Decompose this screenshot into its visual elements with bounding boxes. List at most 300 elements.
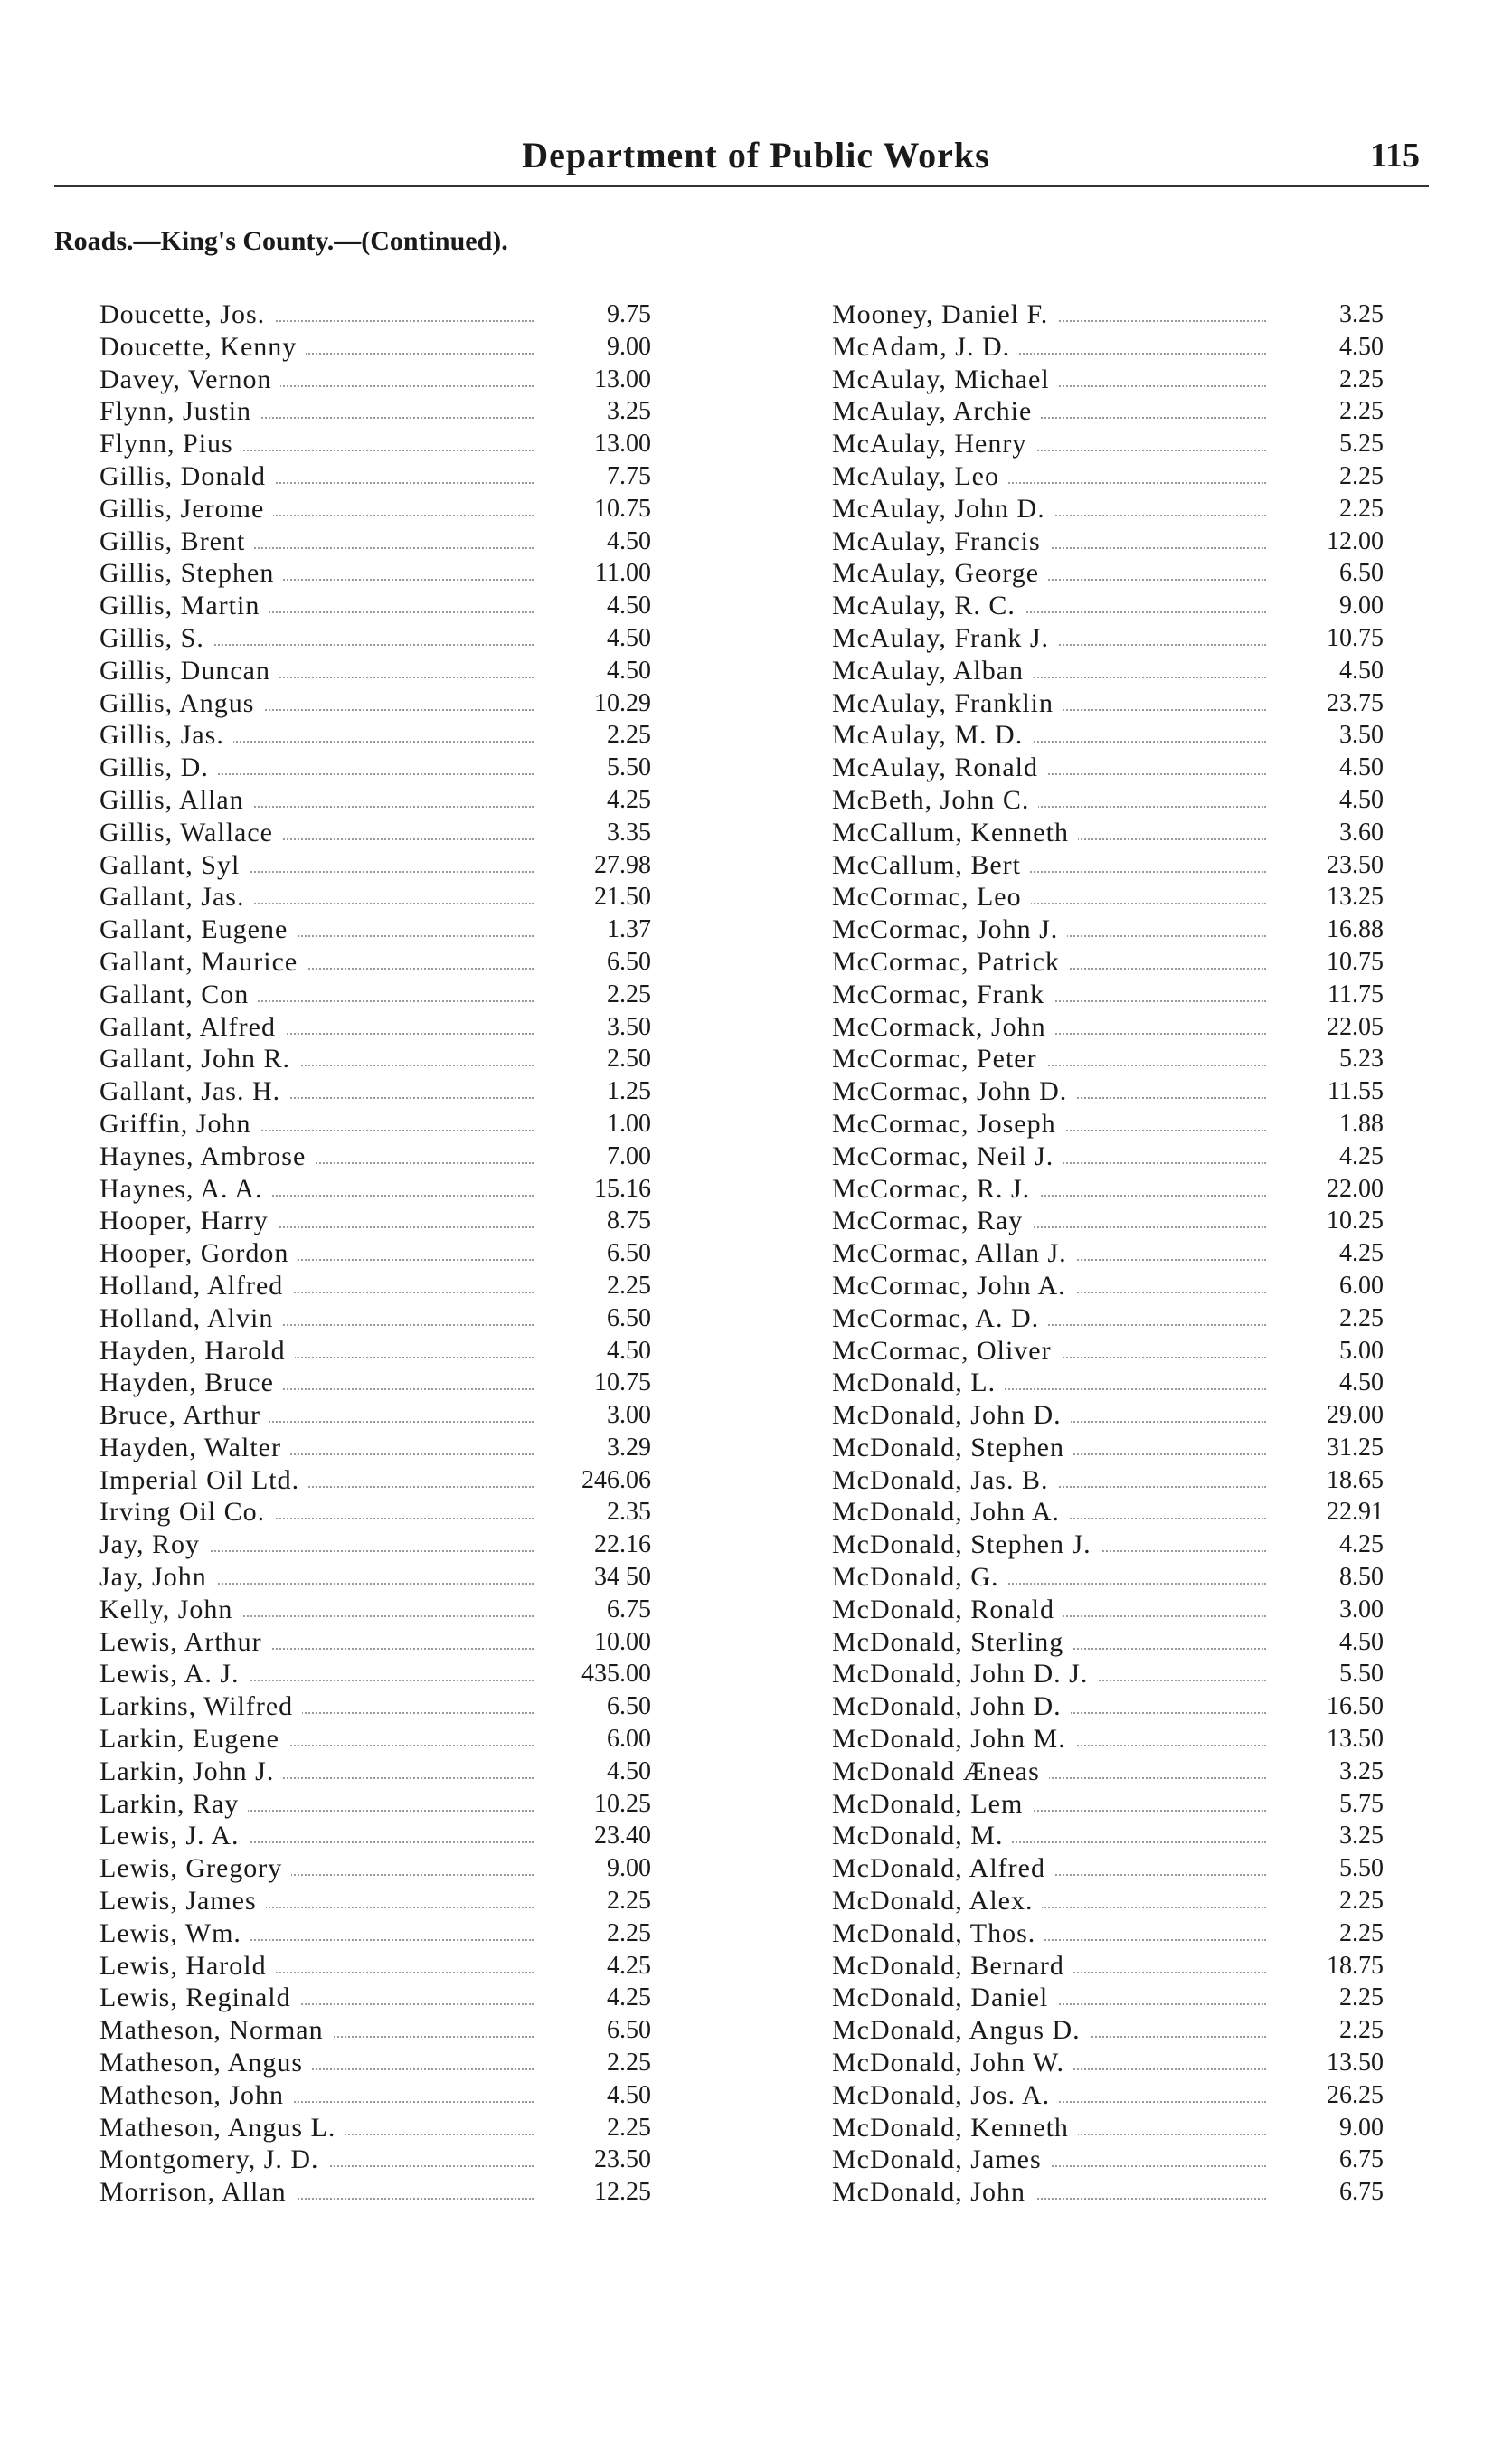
ledger-row — [832, 1141, 1384, 1173]
ledger-row — [832, 849, 1384, 882]
payee-name-text: Mooney, Daniel F. — [832, 299, 1057, 329]
payee-name — [832, 1432, 1073, 1464]
payment-amount: 16.50 — [1327, 1692, 1384, 1721]
section-heading: Roads.—King's County.—(Continued). — [54, 226, 508, 256]
ledger-row — [832, 1885, 1384, 1917]
payee-name-text: McDonald, Angus D. — [832, 2015, 1090, 2045]
ledger-row — [99, 1723, 651, 1756]
payee-name — [99, 946, 307, 979]
ledger-row — [99, 849, 651, 882]
payee-name-text: Lewis, J. A. — [99, 1821, 249, 1850]
payee-name — [99, 1885, 266, 1917]
payment-amount: 11.00 — [595, 559, 651, 588]
payment-amount: 5.50 — [607, 753, 651, 782]
payee-name — [99, 298, 274, 331]
payee-name — [99, 1432, 290, 1464]
ledger-row — [832, 2112, 1384, 2144]
ledger-row — [99, 1237, 651, 1270]
payee-name-text: McDonald, John — [832, 2177, 1035, 2207]
payment-amount: 3.00 — [607, 1401, 651, 1430]
payee-name — [832, 1108, 1065, 1141]
payee-name — [832, 655, 1033, 687]
ledger-row — [99, 1141, 651, 1173]
payee-name-text: Gillis, D. — [99, 752, 218, 782]
payee-name — [99, 752, 218, 784]
payee-name-text: Irving Oil Co. — [99, 1497, 274, 1527]
payee-name-text: McDonald Æneas — [832, 1756, 1049, 1786]
payee-name-text: Hooper, Gordon — [99, 1238, 298, 1268]
ledger-row — [99, 460, 651, 493]
payment-amount: 2.25 — [607, 1271, 651, 1300]
ledger-row — [832, 946, 1384, 979]
ledger-row — [832, 881, 1384, 913]
payee-name-text: Larkin, John J. — [99, 1756, 283, 1786]
payee-name-text: McAulay, Ronald — [832, 752, 1047, 782]
payee-name — [832, 1270, 1075, 1302]
payee-name-text: McDonald, John D. — [832, 1691, 1071, 1721]
ledger-row — [99, 590, 651, 622]
ledger-row — [832, 1302, 1384, 1335]
payee-name — [99, 1723, 288, 1756]
payee-name — [99, 913, 297, 946]
payee-name — [832, 1950, 1073, 1983]
payment-amount: 2.25 — [1339, 1303, 1384, 1332]
payee-name-text: Gillis, Allan — [99, 785, 253, 815]
ledger-row — [832, 1496, 1384, 1529]
payee-name-text: Gallant, John R. — [99, 1044, 299, 1074]
payee-name — [99, 1820, 249, 1852]
payment-amount: 3.25 — [1339, 1756, 1384, 1785]
payee-name — [99, 1108, 260, 1141]
payee-name-text: McCormac, Joseph — [832, 1109, 1065, 1139]
payee-name — [832, 1464, 1057, 1497]
payee-name — [99, 1043, 299, 1075]
payee-name — [832, 2047, 1073, 2079]
ledger-row — [99, 2014, 651, 2047]
payee-name-text: Matheson, John — [99, 2080, 293, 2110]
payee-name-text: Haynes, A. A. — [99, 1174, 272, 1204]
payee-name-text: Gillis, Wallace — [99, 818, 282, 847]
ledger-row — [832, 2144, 1384, 2176]
payee-name — [99, 2014, 333, 2047]
payee-name — [99, 622, 213, 655]
payee-name — [99, 881, 253, 913]
payee-name-text: Gallant, Eugene — [99, 914, 297, 944]
ledger-row — [99, 687, 651, 720]
payee-name — [99, 1529, 209, 1561]
payee-name-text: Lewis, Reginald — [99, 1983, 300, 2012]
ledger-row — [832, 1011, 1384, 1044]
payment-amount: 2.25 — [1339, 1983, 1384, 2012]
payee-name-text: Doucette, Kenny — [99, 332, 306, 362]
payee-name — [99, 817, 282, 849]
ledger-row — [832, 719, 1384, 752]
ledger-row — [99, 1270, 651, 1302]
payee-name-text: Gillis, Martin — [99, 591, 269, 620]
payee-name — [832, 1820, 1012, 1852]
payee-name-text: McDonald, Kenneth — [832, 2113, 1078, 2143]
ledger-row — [99, 2176, 651, 2209]
payee-name — [832, 1529, 1101, 1561]
payee-name — [99, 460, 275, 493]
payment-amount: 3.35 — [607, 818, 651, 847]
payee-name-text: Doucette, Jos. — [99, 299, 274, 329]
payee-name — [832, 1788, 1032, 1821]
payee-name-text: McAulay, George — [832, 558, 1048, 588]
payment-amount: 23.75 — [1327, 688, 1384, 717]
payee-name — [832, 687, 1063, 720]
payee-name — [99, 719, 233, 752]
payee-name — [832, 719, 1032, 752]
payee-name-text: Hayden, Walter — [99, 1433, 290, 1462]
payee-name — [832, 1852, 1054, 1885]
payee-name-text: McAulay, Francis — [832, 526, 1050, 556]
payee-name — [832, 817, 1078, 849]
ledger-row — [99, 557, 651, 590]
payee-name — [99, 428, 242, 460]
payee-name — [99, 364, 280, 396]
payee-name-text: Lewis, Wm. — [99, 1918, 250, 1948]
ledger-row — [99, 298, 651, 331]
payee-name-text: Hayden, Bruce — [99, 1368, 283, 1397]
ledger-row — [832, 364, 1384, 396]
payee-name-text: Hooper, Harry — [99, 1206, 278, 1235]
ledger-row — [832, 655, 1384, 687]
ledger-row — [832, 622, 1384, 655]
payee-name-text: McDonald, John D. J. — [832, 1659, 1097, 1689]
payee-name — [832, 1496, 1069, 1529]
payee-name — [99, 1141, 315, 1173]
payment-amount: 3.50 — [607, 1012, 651, 1041]
payee-name-text: McAulay, Henry — [832, 429, 1035, 459]
ledger-row — [99, 2144, 651, 2176]
payee-name-text: McDonald, Alfred — [832, 1853, 1054, 1883]
payee-name — [832, 557, 1048, 590]
payment-amount: 1.37 — [607, 915, 651, 944]
ledger-row — [99, 1011, 651, 1044]
payee-name — [99, 2144, 328, 2176]
payment-amount: 6.50 — [607, 947, 651, 976]
payee-name-text: Flynn, Justin — [99, 396, 260, 426]
payee-name-text: Jay, John — [99, 1562, 216, 1592]
payee-name — [832, 590, 1025, 622]
payment-amount: 246.06 — [581, 1465, 651, 1494]
payment-amount: 4.50 — [1339, 785, 1384, 814]
payee-name — [832, 2079, 1059, 2112]
ledger-row — [99, 752, 651, 784]
payee-name — [832, 1335, 1061, 1368]
ledger-row — [99, 493, 651, 525]
payment-amount: 13.00 — [594, 430, 651, 459]
ledger-row — [832, 2079, 1384, 2112]
payee-name-text: McAulay, Frank J. — [832, 623, 1058, 653]
payment-amount: 5.50 — [1339, 1854, 1384, 1883]
payment-amount: 10.75 — [594, 1368, 651, 1397]
payee-name — [832, 1982, 1057, 2014]
payee-name — [99, 2047, 312, 2079]
ledger-row — [832, 1950, 1384, 1983]
payee-name-text: McCormac, Leo — [832, 882, 1031, 912]
payee-name-text: Lewis, Arthur — [99, 1627, 271, 1657]
ledger-row — [99, 1658, 651, 1690]
ledger-row — [99, 817, 651, 849]
ledger-row — [99, 1885, 651, 1917]
payee-name — [99, 1367, 283, 1399]
payee-name-text: McDonald, Jas. B. — [832, 1465, 1057, 1495]
payee-name-text: McDonald, Stephen J. — [832, 1529, 1101, 1559]
ledger-row — [99, 1335, 651, 1368]
payee-name — [99, 1626, 271, 1659]
payee-name-text: McDonald, Stephen — [832, 1433, 1073, 1462]
payee-name — [832, 395, 1041, 428]
ledger-row — [832, 395, 1384, 428]
payee-name-text: McCormac, Allan J. — [832, 1238, 1076, 1268]
payee-name-text: McAulay, Franklin — [832, 688, 1063, 718]
payee-name-text: McCormac, Frank — [832, 980, 1054, 1009]
payee-name — [832, 1561, 1007, 1594]
payment-amount: 6.00 — [1339, 1271, 1384, 1300]
payee-name-text: McCormac, Patrick — [832, 947, 1069, 977]
payment-amount: 21.50 — [594, 883, 651, 912]
ledger-row — [832, 298, 1384, 331]
payee-name-text: Gillis, Jas. — [99, 720, 233, 750]
ledger-row — [832, 1043, 1384, 1075]
ledger-row — [99, 655, 651, 687]
ledger-row — [832, 331, 1384, 364]
payment-amount: 26.25 — [1327, 2080, 1384, 2109]
payment-amount: 10.29 — [594, 688, 651, 717]
ledger-row — [99, 1367, 651, 1399]
payment-amount: 29.00 — [1327, 1401, 1384, 1430]
payee-name — [832, 1011, 1055, 1044]
payee-name-text: Griffin, John — [99, 1109, 260, 1139]
ledger-row — [832, 979, 1384, 1011]
payee-name — [832, 2112, 1078, 2144]
payee-name-text: McBeth, John C. — [832, 785, 1038, 815]
payment-amount: 18.75 — [1327, 1951, 1384, 1980]
ledger-row — [832, 817, 1384, 849]
payment-amount: 4.50 — [607, 656, 651, 685]
ledger-row — [99, 1529, 651, 1561]
ledger-row — [99, 2079, 651, 2112]
ledger-row — [99, 1852, 651, 1885]
ledger-row — [99, 1690, 651, 1723]
payment-amount: 3.50 — [1339, 721, 1384, 750]
ledger-row — [99, 622, 651, 655]
ledger-row — [832, 2176, 1384, 2209]
payee-name — [832, 913, 1067, 946]
payee-name-text: McCallum, Kenneth — [832, 818, 1078, 847]
payment-amount: 8.50 — [1339, 1563, 1384, 1592]
payee-name-text: McAulay, Alban — [832, 656, 1033, 686]
payee-name — [832, 2144, 1051, 2176]
payee-name-text: Jay, Roy — [99, 1529, 209, 1559]
payment-amount: 2.25 — [607, 1918, 651, 1947]
payee-name — [832, 460, 1008, 493]
payee-name-text: Hayden, Harold — [99, 1336, 295, 1366]
payment-amount: 16.88 — [1327, 915, 1384, 944]
ledger-row — [832, 1270, 1384, 1302]
ledger-row — [99, 364, 651, 396]
payee-name — [832, 622, 1058, 655]
payment-amount: 5.23 — [1339, 1045, 1384, 1074]
payee-name-text: Larkin, Eugene — [99, 1724, 288, 1754]
payment-amount: 4.50 — [1339, 332, 1384, 361]
payment-amount: 22.16 — [594, 1530, 651, 1559]
payment-amount: 6.50 — [1339, 559, 1384, 588]
payee-name-text: McDonald, Sterling — [832, 1627, 1073, 1657]
payee-name-text: Gallant, Jas. H. — [99, 1076, 289, 1106]
payee-name-text: Flynn, Pius — [99, 429, 242, 459]
payee-name — [832, 1594, 1063, 1626]
ledger-row — [832, 1464, 1384, 1497]
ledger-row — [832, 1756, 1384, 1788]
payee-name — [99, 1237, 298, 1270]
header-divider — [54, 185, 1429, 187]
ledger-row — [832, 1075, 1384, 1108]
payee-name-text: Lewis, James — [99, 1886, 266, 1916]
ledger-row — [832, 784, 1384, 817]
payment-amount: 4.50 — [607, 1756, 651, 1785]
ledger-row — [99, 1173, 651, 1206]
payee-name-text: Larkin, Ray — [99, 1789, 248, 1819]
payee-name — [832, 1399, 1071, 1432]
payee-name — [99, 979, 258, 1011]
ledger-row — [832, 1399, 1384, 1432]
payee-name — [99, 1205, 278, 1237]
payee-name — [99, 1496, 274, 1529]
payment-amount: 4.25 — [607, 1951, 651, 1980]
payment-amount: 2.25 — [1339, 1918, 1384, 1947]
payee-name — [99, 1852, 291, 1885]
payee-name-text: Gillis, Angus — [99, 688, 263, 718]
ledger-row — [99, 1043, 651, 1075]
payment-amount: 18.65 — [1327, 1465, 1384, 1494]
payment-amount: 4.50 — [607, 526, 651, 555]
payment-amount: 23.40 — [594, 1822, 651, 1850]
payee-name-text: Gillis, S. — [99, 623, 213, 653]
payee-name — [99, 1982, 300, 2014]
payee-name — [99, 655, 279, 687]
payee-name-text: McCormac, Neil J. — [832, 1141, 1063, 1171]
payee-name-text: McCormack, John — [832, 1012, 1055, 1042]
payment-amount: 2.25 — [1339, 397, 1384, 426]
payment-amount: 3.25 — [607, 397, 651, 426]
payment-amount: 13.25 — [1327, 883, 1384, 912]
ledger-row — [99, 719, 651, 752]
payee-name-text: McCormac, R. J. — [832, 1174, 1039, 1204]
payee-name — [99, 1658, 249, 1690]
ledger-row — [832, 460, 1384, 493]
payee-name — [99, 1302, 282, 1335]
ledger-row — [99, 2112, 651, 2144]
payee-name — [832, 331, 1019, 364]
payment-amount: 10.25 — [594, 1789, 651, 1818]
payment-amount: 22.00 — [1327, 1174, 1384, 1203]
payee-name — [99, 1270, 292, 1302]
ledger-row — [832, 752, 1384, 784]
payment-amount: 6.75 — [1339, 2178, 1384, 2207]
payment-amount: 2.25 — [1339, 494, 1384, 523]
payment-amount: 5.50 — [1339, 1660, 1384, 1689]
payee-name-text: McAulay, M. D. — [832, 720, 1032, 750]
payee-name-text: McDonald, James — [832, 2144, 1051, 2174]
payee-name-text: McCormac, Ray — [832, 1206, 1032, 1235]
payee-name — [832, 1917, 1044, 1950]
payment-amount: 9.00 — [1339, 592, 1384, 620]
payment-amount: 4.25 — [1339, 1530, 1384, 1559]
ledger-row — [832, 1367, 1384, 1399]
payee-name — [99, 2079, 293, 2112]
payee-name-text: Lewis, Harold — [99, 1951, 276, 1981]
payee-name — [832, 525, 1050, 558]
payee-name-text: McDonald, Ronald — [832, 1595, 1063, 1624]
payment-amount: 1.25 — [607, 1077, 651, 1106]
payment-amount: 9.75 — [607, 300, 651, 328]
payment-amount: 34 50 — [594, 1563, 651, 1592]
payment-amount: 2.25 — [607, 2113, 651, 2142]
ledger-row — [832, 1594, 1384, 1626]
payment-amount: 13.00 — [594, 364, 651, 393]
payee-name — [832, 1756, 1049, 1788]
payee-name-text: McCormac, A. D. — [832, 1303, 1048, 1333]
ledger-row — [832, 1237, 1384, 1270]
payee-name-text: Lewis, A. J. — [99, 1659, 249, 1689]
payment-amount: 23.50 — [594, 2145, 651, 2174]
payee-name — [99, 525, 254, 558]
ledger-row — [832, 1788, 1384, 1821]
ledger-row — [832, 1917, 1384, 1950]
payee-name — [832, 881, 1031, 913]
payee-name — [99, 1917, 250, 1950]
payment-amount: 8.75 — [607, 1207, 651, 1235]
payee-name-text: Lewis, Gregory — [99, 1853, 291, 1883]
payment-amount: 2.25 — [607, 1887, 651, 1916]
payment-amount: 12.00 — [1327, 526, 1384, 555]
payment-amount: 10.75 — [1327, 623, 1384, 652]
payee-name-text: Gillis, Jerome — [99, 494, 273, 524]
payment-amount: 3.29 — [607, 1433, 651, 1462]
payment-amount: 11.55 — [1328, 1077, 1384, 1106]
ledger-row — [99, 2047, 651, 2079]
payee-name — [99, 1561, 216, 1594]
payee-name — [832, 1043, 1046, 1075]
payment-amount: 6.50 — [607, 2016, 651, 2045]
payee-name — [832, 1658, 1097, 1690]
payee-name — [832, 752, 1047, 784]
payee-name — [832, 1205, 1032, 1237]
ledger-row — [99, 1108, 651, 1141]
payment-amount: 5.75 — [1339, 1789, 1384, 1818]
payee-name-text: Gillis, Brent — [99, 526, 254, 556]
payee-name-text: Larkins, Wilfred — [99, 1691, 302, 1721]
ledger-row — [832, 2014, 1384, 2047]
payee-name — [832, 1237, 1076, 1270]
ledger-row — [99, 1561, 651, 1594]
payee-name — [99, 1075, 289, 1108]
payee-name — [99, 687, 263, 720]
payment-amount: 4.50 — [607, 2080, 651, 2109]
payee-name-text: McDonald, John A. — [832, 1497, 1069, 1527]
payee-name-text: Gillis, Stephen — [99, 558, 283, 588]
payment-amount: 7.00 — [607, 1141, 651, 1170]
payment-amount: 6.00 — [607, 1725, 651, 1754]
payee-name — [99, 1690, 302, 1723]
payee-name-text: McCormac, Peter — [832, 1044, 1046, 1074]
ledger-row — [99, 1302, 651, 1335]
payee-name-text: Gallant, Jas. — [99, 882, 253, 912]
payment-amount: 2.35 — [607, 1498, 651, 1527]
